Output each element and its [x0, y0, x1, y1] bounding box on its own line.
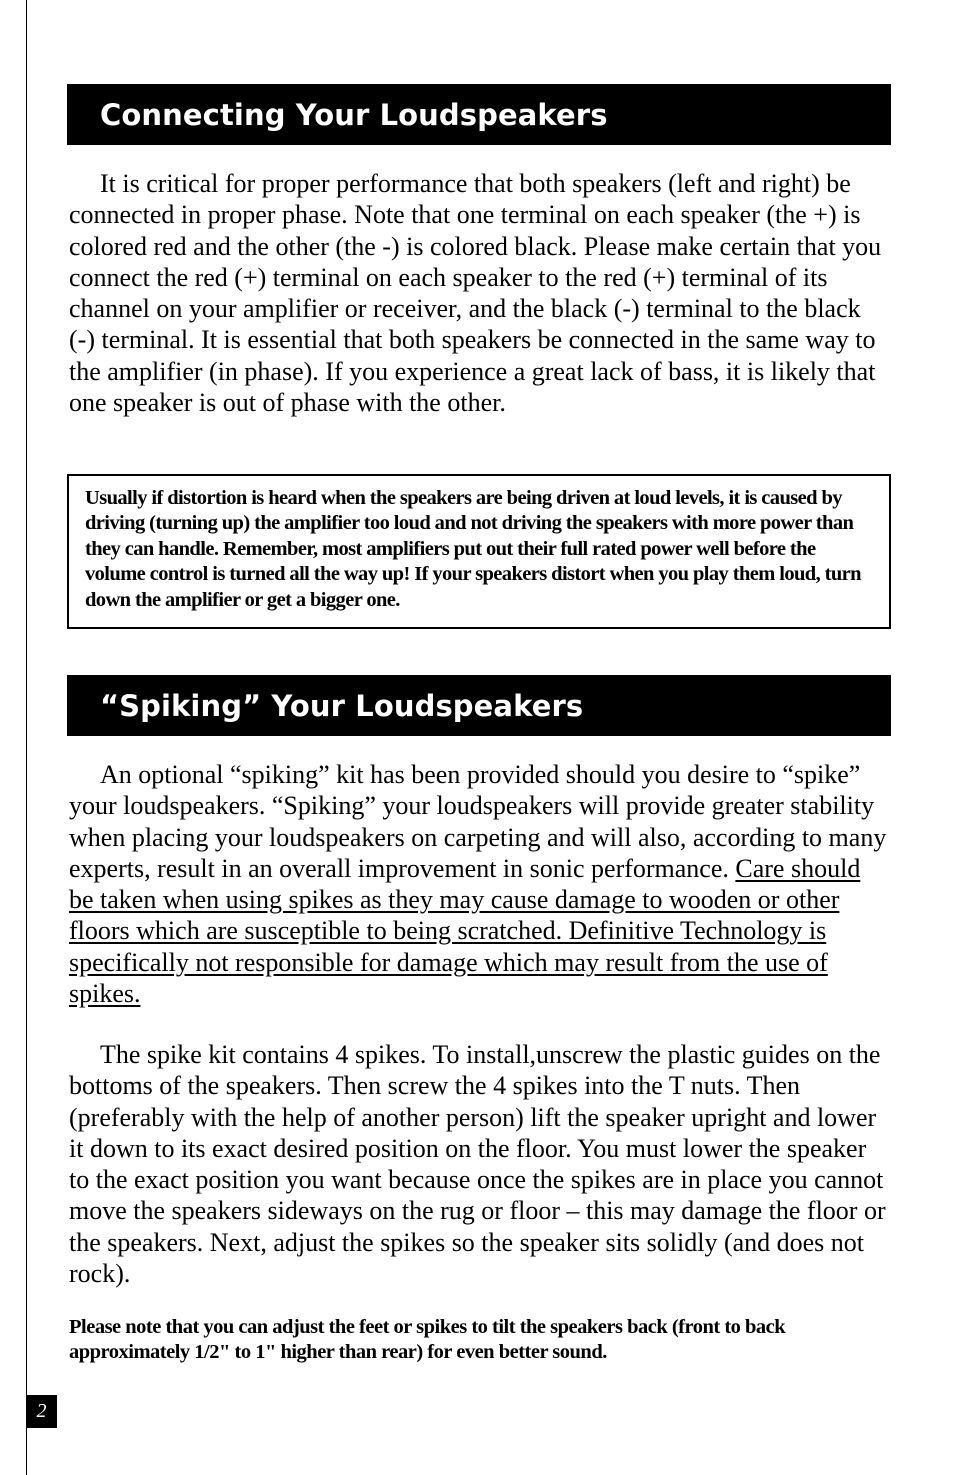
tilt-note-text: Please note that you can adjust the feet or spikes to tilt the speakers back (front to back approximately 1/2" to 1" higher than rear) for even better sound. [69, 1316, 786, 1364]
spiking-paragraph-intro: An optional “spiking” kit has been provided should you desire to “spike” your loudspeakers. “Spiking” your loudspeakers will provide greater stability when placing your loudspeakers on carpeting and will also, according to many experts, result in an overall improvement in sonic performance. [69, 760, 887, 883]
section-heading-spiking-text: “Spiking” Your Loudspeakers [100, 688, 584, 723]
spike-install-text: The spike kit contains 4 spikes. To install,unscrew the plastic guides on the bottoms of the speakers. Then screw the 4 spikes into the T nuts. Then (preferably with the help of another person) lift the speaker upright and lower it down to its exact desired position on the floor. You must lower the speaker to the exact position you want because once the spikes are in place you cannot move the speakers sideways on the rug or floor – this may damage the floor or the speakers. Next, adjust the spikes so the speaker sits solidly (and does not rock). [69, 1040, 886, 1289]
page-number [26, 1395, 57, 1428]
connecting-paragraph [69, 168, 891, 418]
distortion-notice-text: Usually if distortion is heard when the speakers are being driven at loud levels, it is caused by driving (turning up) the amplifier too loud and not driving the speakers with more power than they can handle. Remember, most amplifiers put out their full rated power well before the volume control is turned all the way up! If your speakers distort when you play them loud, turn down the amplifier or get a bigger one. [85, 487, 861, 611]
page-number-text: 2 [36, 1400, 47, 1422]
spike-install-paragraph [69, 1039, 891, 1289]
section-heading-connecting-text: Connecting Your Loudspeakers [100, 97, 608, 132]
connecting-paragraph-text: It is critical for proper performance that both speakers (left and right) be connected in proper phase. Note that one terminal on each speaker (the +) is colored red and the other (the -) is colored black. Please make certain that you connect the red (+) terminal on each speaker to the red (+) terminal of its channel on your amplifier or receiver, and the black (-) terminal to the black (-) terminal. It is essential that both speakers be connected in the same way to the amplifier (in phase). If you experience a great lack of bass, it is likely that one speaker is out of phase with the other. [69, 169, 882, 418]
tilt-note [69, 1315, 891, 1366]
section-heading-spiking [67, 675, 891, 736]
section-heading-connecting [67, 84, 891, 145]
page-margin-rule [26, 0, 27, 1475]
spiking-paragraph [69, 759, 891, 1009]
distortion-notice-box [67, 474, 891, 629]
spiking-damage-warning: Care should be taken when using spikes as they may cause damage to wooden or other floors which are susceptible to being scratched. Definitive Technology is specifically not responsible for damage which may result from the use of spikes. [69, 853, 861, 1009]
